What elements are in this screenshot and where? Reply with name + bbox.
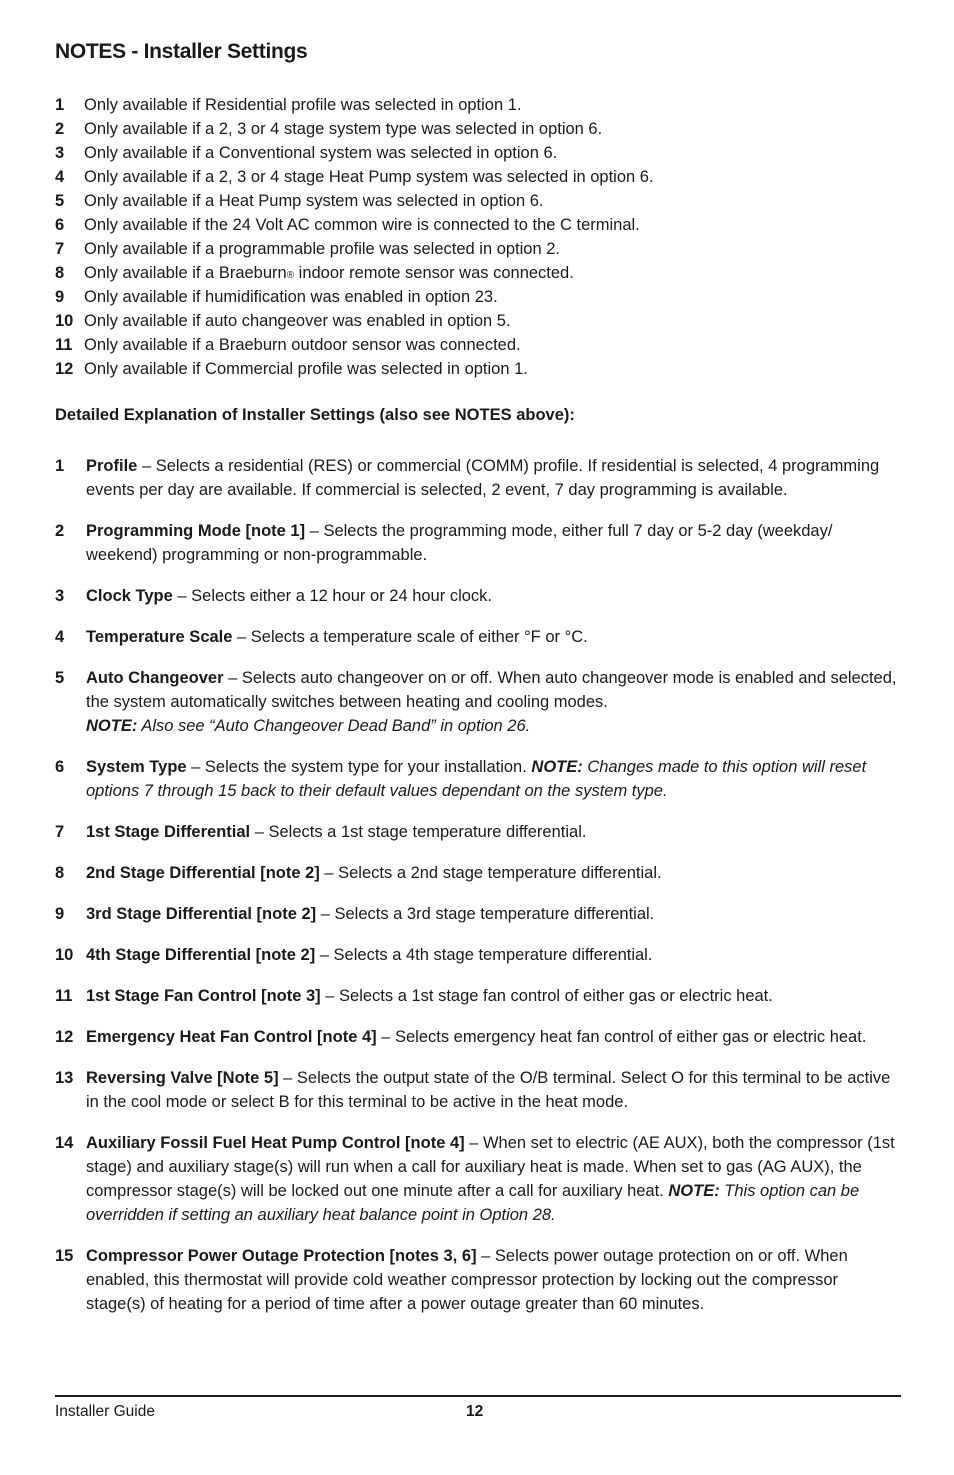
note-number: 10 <box>55 312 74 330</box>
setting-item <box>55 1244 901 1316</box>
setting-body <box>86 519 901 567</box>
document-page <box>55 0 901 1475</box>
setting-label: Profile <box>86 457 138 475</box>
note-text: Only available if a Braeburn outdoor sensor was connected. <box>84 336 521 354</box>
setting-item <box>55 584 901 608</box>
setting-item <box>55 902 901 926</box>
note-label: NOTE: <box>86 717 138 735</box>
note-number: 7 <box>55 240 65 258</box>
setting-number: 6 <box>55 758 65 776</box>
setting-label: Emergency Heat Fan Control [note 4] <box>86 1028 377 1046</box>
note-item <box>55 190 901 214</box>
setting-label: Programming Mode [note 1] <box>86 522 306 540</box>
setting-body <box>86 902 901 926</box>
notes-list <box>55 94 901 382</box>
setting-label: 4th Stage Differential [note 2] <box>86 946 316 964</box>
setting-number: 14 <box>55 1134 74 1152</box>
note-number: 12 <box>55 360 74 378</box>
setting-item <box>55 861 901 885</box>
note-text: Only available if Residential profile was selected in option 1. <box>84 96 522 114</box>
setting-body <box>86 1066 901 1114</box>
setting-number: 9 <box>55 905 65 923</box>
note-text-part: Only available if a Braeburn <box>84 264 287 282</box>
setting-description: – Selects a 3rd stage temperature differential. <box>316 905 655 923</box>
setting-number: 2 <box>55 522 65 540</box>
setting-body <box>86 861 901 885</box>
note-number: 6 <box>55 216 65 234</box>
note-item <box>55 262 901 286</box>
setting-description: – Selects auto changeover on or off. When auto changeover mode is enabled and selected, the system automatically switches between heating and cooling modes. <box>86 669 897 711</box>
registered-mark: ® <box>286 270 295 281</box>
setting-description: – Selects emergency heat fan control of either gas or electric heat. <box>376 1028 867 1046</box>
setting-item <box>55 1131 901 1227</box>
setting-label: 1st Stage Fan Control [note 3] <box>86 987 321 1005</box>
note-item <box>55 238 901 262</box>
page-number: 12 <box>466 1403 484 1420</box>
setting-body <box>86 984 901 1008</box>
setting-number: 7 <box>55 823 65 841</box>
setting-number: 11 <box>55 987 73 1005</box>
setting-body <box>86 584 901 608</box>
note-item <box>55 310 901 334</box>
note-item <box>55 358 901 382</box>
setting-label: 1st Stage Differential <box>86 823 251 841</box>
setting-description: – Selects a temperature scale of either °F or °C. <box>232 628 588 646</box>
setting-number: 3 <box>55 587 65 605</box>
setting-number: 5 <box>55 669 65 687</box>
setting-number: 13 <box>55 1069 74 1087</box>
setting-label: Clock Type <box>86 587 173 605</box>
setting-label: Auto Changeover <box>86 669 224 687</box>
setting-description: – Selects power outage protection on or off. When enabled, this thermostat will provide cold weather compressor protection by locking out the compressor stage(s) of heating for a period of time after a power outage greater than 60 minutes. <box>86 1247 848 1313</box>
setting-description: – Selects the system type for your installation. <box>186 758 532 776</box>
note-text: Only available if Commercial profile was selected in option 1. <box>84 360 528 378</box>
note-text: Only available if a Heat Pump system was selected in option 6. <box>84 192 544 210</box>
note-item <box>55 214 901 238</box>
setting-body <box>86 1131 901 1227</box>
footer-title: Installer Guide <box>55 1403 155 1420</box>
setting-body <box>86 454 901 502</box>
note-text: Only available if the 24 Volt AC common wire is connected to the C terminal. <box>84 216 640 234</box>
note-text: Only available if humidification was enabled in option 23. <box>84 288 498 306</box>
setting-item <box>55 625 901 649</box>
note-item <box>55 142 901 166</box>
note-item <box>55 94 901 118</box>
setting-item <box>55 666 901 738</box>
note-text: Changes made to this option will reset options 7 through 15 back to their default values dependant on the system type. <box>86 758 867 800</box>
setting-item <box>55 1066 901 1114</box>
note-text: Only available if auto changeover was enabled in option 5. <box>84 312 511 330</box>
setting-label: Compressor Power Outage Protection [notes 3, 6] <box>86 1247 477 1265</box>
setting-description: – Selects a 1st stage temperature differential. <box>250 823 587 841</box>
setting-label: System Type <box>86 758 187 776</box>
note-text: This option can be overridden if setting an auxiliary heat balance point in Option 28. <box>86 1182 860 1224</box>
section-heading: Detailed Explanation of Installer Settings (also see NOTES above): <box>55 406 575 424</box>
setting-label: 3rd Stage Differential [note 2] <box>86 905 317 923</box>
note-text <box>84 262 574 286</box>
note-number: 11 <box>55 336 73 354</box>
setting-item <box>55 1025 901 1049</box>
setting-body <box>86 820 901 844</box>
setting-note <box>86 717 530 735</box>
page-title: NOTES - Installer Settings <box>55 40 308 63</box>
note-number: 4 <box>55 168 65 186</box>
setting-body <box>86 943 901 967</box>
note-item <box>55 286 901 310</box>
setting-label: Auxiliary Fossil Fuel Heat Pump Control [note 4] <box>86 1134 465 1152</box>
note-item <box>55 334 901 358</box>
note-label: NOTE: <box>531 758 583 776</box>
note-label: NOTE: <box>668 1182 720 1200</box>
setting-item <box>55 519 901 567</box>
setting-label: Temperature Scale <box>86 628 233 646</box>
note-number: 9 <box>55 288 65 306</box>
note-item <box>55 166 901 190</box>
note-text-part: indoor remote sensor was connected. <box>294 264 574 282</box>
note-number: 8 <box>55 264 65 282</box>
setting-description: – Selects a 4th stage temperature differential. <box>315 946 653 964</box>
setting-body <box>86 666 901 738</box>
setting-number: 15 <box>55 1247 74 1265</box>
note-text: Only available if a 2, 3 or 4 stage Heat Pump system was selected in option 6. <box>84 168 654 186</box>
note-text: Also see “Auto Changeover Dead Band” in option 26. <box>137 717 531 735</box>
setting-description: – Selects either a 12 hour or 24 hour clock. <box>172 587 492 605</box>
setting-body <box>86 625 901 649</box>
note-number: 5 <box>55 192 65 210</box>
note-text: Only available if a 2, 3 or 4 stage system type was selected in option 6. <box>84 120 603 138</box>
setting-item <box>55 454 901 502</box>
setting-description: – Selects the output state of the O/B terminal. Select O for this terminal to be active in the cool mode or select B for this terminal to be active in the heat mode. <box>86 1069 891 1111</box>
setting-number: 1 <box>55 457 65 475</box>
setting-description: – Selects a 2nd stage temperature differential. <box>319 864 662 882</box>
setting-item <box>55 820 901 844</box>
setting-description: – Selects a 1st stage fan control of either gas or electric heat. <box>320 987 773 1005</box>
note-number: 2 <box>55 120 65 138</box>
setting-description: – When set to electric (AE AUX), both the compressor (1st stage) and auxiliary stage(s) will run when a call for auxiliary heat is made. When set to gas (AG AUX), the compressor stage(s) will be locked out one minute after a call for auxiliary heat. <box>86 1134 895 1200</box>
setting-body <box>86 1025 901 1049</box>
setting-body <box>86 1244 901 1316</box>
setting-number: 8 <box>55 864 65 882</box>
setting-label: 2nd Stage Differential [note 2] <box>86 864 320 882</box>
note-number: 3 <box>55 144 65 162</box>
setting-item <box>55 943 901 967</box>
setting-item <box>55 984 901 1008</box>
note-number: 1 <box>55 96 65 114</box>
setting-item <box>55 755 901 803</box>
note-text: Only available if a Conventional system was selected in option 6. <box>84 144 558 162</box>
note-text: Only available if a programmable profile was selected in option 2. <box>84 240 561 258</box>
setting-number: 12 <box>55 1028 74 1046</box>
settings-list <box>55 454 901 1333</box>
footer-divider <box>55 1395 901 1397</box>
setting-body <box>86 755 901 803</box>
setting-number: 4 <box>55 628 65 646</box>
setting-number: 10 <box>55 946 74 964</box>
note-item <box>55 118 901 142</box>
setting-description: – Selects the programming mode, either full 7 day or 5-2 day (weekday/ weekend) programming or non-programmable. <box>86 522 833 564</box>
setting-label: Reversing Valve [Note 5] <box>86 1069 279 1087</box>
setting-description: – Selects a residential (RES) or commercial (COMM) profile. If residential is selected, 4 programming events per day are available. If commercial is selected, 2 event, 7 day programming is available. <box>86 457 880 499</box>
